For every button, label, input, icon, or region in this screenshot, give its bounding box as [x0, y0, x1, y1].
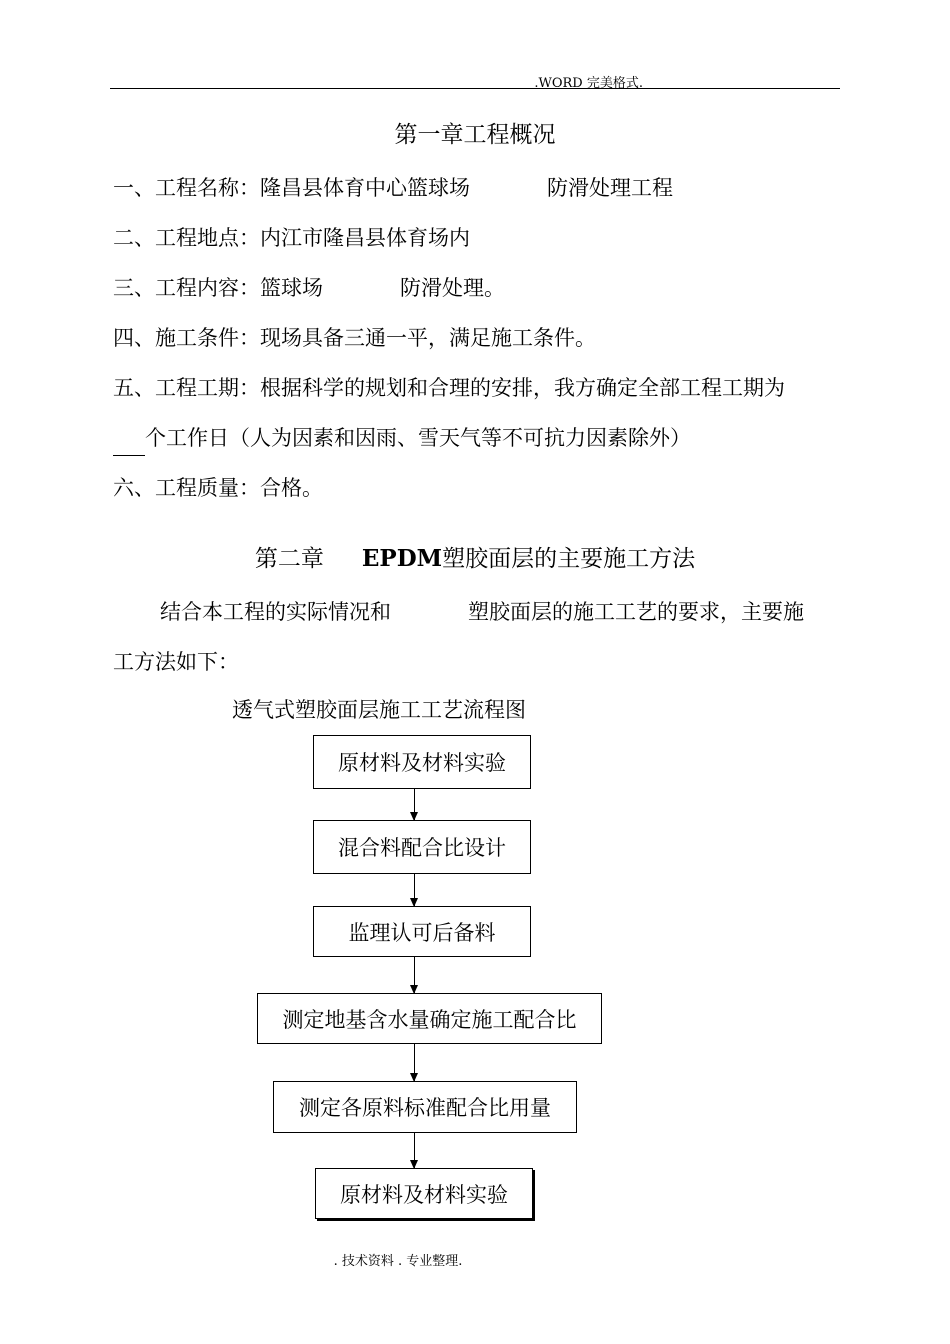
overview-item-name	[113, 172, 673, 202]
item-value: 现场具备三通一平，满足施工条件。	[260, 326, 596, 350]
intro-paragraph-line1	[160, 596, 804, 626]
flow-arrow-5	[414, 1133, 415, 1168]
overview-item-quality	[113, 472, 323, 502]
chapter-2-title	[0, 540, 950, 573]
overview-item-schedule-continuation: 个工作日（人为因素和因雨、雪天气等不可抗力因素除外）	[145, 426, 691, 450]
item-label: 五、工程工期：	[113, 376, 260, 400]
chapter-1-title: 第一章工程概况	[394, 122, 556, 148]
item-value: 根据科学的规划和合理的安排，我方确定全部工程工期为	[260, 376, 785, 400]
chapter-2-text: 塑胶面层的主要施工方法	[442, 546, 696, 572]
item-value-suffix: 防滑处理。	[400, 276, 505, 300]
flowchart-title: 透气式塑胶面层施工工艺流程图	[232, 698, 526, 722]
intro-part2: 塑胶面层的施工工艺的要求，主要施	[468, 600, 804, 624]
overview-item-schedule	[113, 372, 785, 402]
intro-paragraph-line2: 工方法如下：	[113, 650, 239, 674]
overview-item-content	[113, 272, 505, 302]
flow-step-2: 混合料配合比设计	[313, 820, 531, 874]
item-value-suffix: 防滑处理工程	[547, 176, 673, 200]
flow-step-4: 测定地基含水量确定施工配合比	[257, 993, 602, 1044]
page-header: .WORD 完美格式.	[534, 76, 643, 91]
item-value: 合格。	[260, 476, 323, 500]
item-label: 一、工程名称：	[113, 176, 260, 200]
flow-arrow-1	[414, 789, 415, 820]
overview-item-conditions	[113, 322, 596, 352]
overview-item-location	[113, 222, 470, 252]
item-value: 篮球场	[260, 276, 323, 300]
item-label: 六、工程质量：	[113, 476, 260, 500]
item-value: 隆昌县体育中心篮球场	[260, 176, 470, 200]
chapter-2-latin: EPDM	[361, 545, 443, 572]
item-label: 二、工程地点：	[113, 226, 260, 250]
header-rule	[110, 88, 840, 89]
intro-part1: 结合本工程的实际情况和	[160, 600, 391, 624]
flow-arrow-2	[414, 874, 415, 906]
flow-step-6: 原材料及材料实验	[315, 1168, 533, 1219]
item-label: 三、工程内容：	[113, 276, 260, 300]
flow-arrow-3	[414, 957, 415, 993]
item-label: 四、施工条件：	[113, 326, 260, 350]
flow-step-5: 测定各原料标准配合比用量	[273, 1081, 577, 1133]
flow-step-1: 原材料及材料实验	[313, 735, 531, 789]
flow-arrow-4	[414, 1044, 415, 1081]
item-value: 内江市隆昌县体育场内	[260, 226, 470, 250]
chapter-2-prefix: 第二章	[254, 546, 324, 572]
blank-underline	[113, 455, 145, 456]
page-footer: . 技术资料 . 专业整理.	[333, 1254, 463, 1269]
flow-step-3: 监理认可后备料	[313, 906, 531, 957]
